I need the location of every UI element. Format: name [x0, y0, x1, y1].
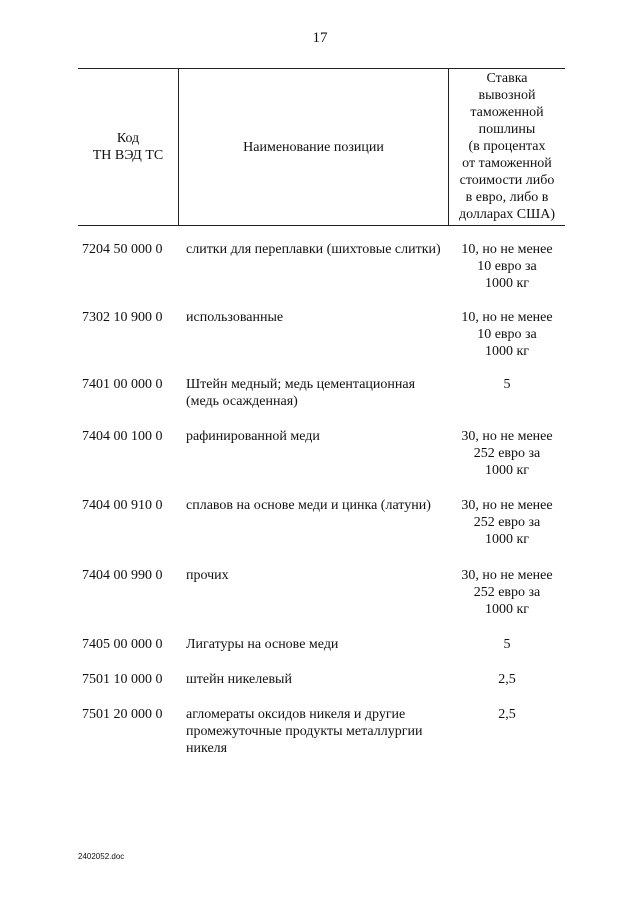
- row-rate-line: 1000 кг: [484, 463, 530, 478]
- row-rate-line: 30, но не менее: [461, 429, 553, 444]
- row-code: 7501 10 000 0: [82, 672, 163, 687]
- row-code: 7405 00 000 0: [82, 637, 163, 652]
- row-rate-line: 30, но не менее: [461, 568, 553, 583]
- row-rate-line: 252 евро за: [473, 446, 541, 461]
- header-rate-line: Ставка: [486, 71, 528, 86]
- header-rate-line: стоимости либо: [459, 173, 555, 188]
- header-bottom-rule: [78, 225, 565, 226]
- row-code: 7501 20 000 0: [82, 707, 163, 722]
- row-name: Лигатуры на основе меди: [186, 637, 339, 652]
- row-code: 7401 00 000 0: [82, 377, 163, 392]
- header-rate-line: в евро, либо в: [465, 190, 549, 205]
- header-code-line: Код: [116, 131, 140, 146]
- header-code-line: ТН ВЭД ТС: [92, 148, 164, 163]
- row-rate-line: 10, но не менее: [461, 310, 553, 325]
- row-rate: [449, 706, 565, 723]
- row-code: 7404 00 990 0: [82, 568, 163, 583]
- header-top-rule: [78, 68, 565, 69]
- header-rate-line: от таможенной: [462, 156, 552, 171]
- row-rate-line: 10 евро за: [477, 327, 537, 342]
- row-rate: [449, 567, 565, 618]
- header-rate-cell: [449, 70, 565, 223]
- row-rate-line: 1000 кг: [484, 532, 530, 547]
- row-rate-line: 252 евро за: [473, 515, 541, 530]
- row-rate: [449, 428, 565, 479]
- row-rate-line: 30, но не менее: [461, 498, 553, 513]
- header-code-cell: [78, 130, 178, 164]
- header-rate-line: таможенной: [470, 105, 544, 120]
- row-rate: [449, 497, 565, 548]
- row-code: 7204 50 000 0: [82, 242, 163, 257]
- row-name: штейн никелевый: [186, 672, 292, 687]
- row-rate-line: 1000 кг: [484, 344, 530, 359]
- row-name: сплавов на основе меди и цинка (латуни): [186, 498, 431, 513]
- row-rate: [449, 636, 565, 653]
- row-rate-line: 2,5: [498, 707, 516, 722]
- row-rate-line: 10, но не менее: [461, 242, 553, 257]
- row-rate-line: 252 евро за: [473, 585, 541, 600]
- row-rate-line: 5: [503, 377, 511, 392]
- row-rate-line: 1000 кг: [484, 602, 530, 617]
- row-rate: [449, 241, 565, 292]
- row-rate: [449, 671, 565, 688]
- header-rate-line: пошлины: [478, 122, 536, 137]
- row-code: 7404 00 910 0: [82, 498, 163, 513]
- row-rate-line: 10 евро за: [477, 259, 537, 274]
- row-rate-line: 1000 кг: [484, 276, 530, 291]
- row-code: 7302 10 900 0: [82, 310, 163, 325]
- header-name-cell: Наименование позиции: [243, 140, 384, 155]
- row-name: слитки для переплавки (шихтовые слитки): [186, 242, 441, 257]
- row-name: Штейн медный; медь цементационная (медь осажденная): [186, 377, 416, 409]
- row-rate-line: 2,5: [498, 672, 516, 687]
- row-rate: [449, 376, 565, 393]
- header-rate-line: (в процентах: [468, 139, 546, 154]
- page-number: 17: [312, 30, 328, 46]
- header-rate-line: долларах США): [458, 207, 556, 222]
- header-rate-line: вывозной: [478, 88, 536, 103]
- row-rate: [449, 309, 565, 360]
- row-name: рафинированной меди: [186, 429, 320, 444]
- row-name: агломераты оксидов никеля и другие промежуточные продукты металлургии никеля: [186, 707, 423, 756]
- row-code: 7404 00 100 0: [82, 429, 163, 444]
- row-rate-line: 5: [503, 637, 511, 652]
- footer-filename: 2402052.doc: [78, 852, 125, 861]
- row-name: прочих: [186, 568, 229, 583]
- row-name: использованные: [186, 310, 284, 325]
